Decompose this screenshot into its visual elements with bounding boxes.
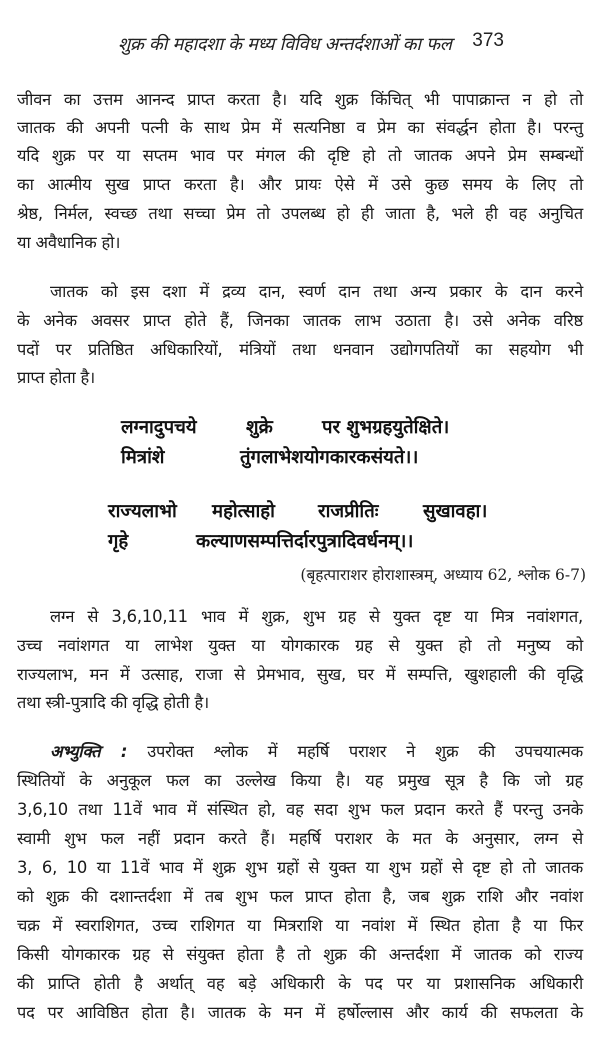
verse-citation: (बृहत्पाराशर होराशास्त्रम्, अध्याय 62, श्लोक 6-7) (300, 566, 586, 584)
text-line: तथा स्त्री-पुत्रादि की वृद्धि होती है। (17, 693, 209, 712)
text-line: राज्यलाभ, मन में उत्साह, राजा से प्रेमभाव, सुख, घर में सम्पत्ति, खुशहाली की वृद्धि (17, 665, 583, 684)
verse-word: महोत्साहो (212, 501, 275, 522)
verse-word: राज्यलाभो (108, 501, 177, 522)
text-line: जातक को इस दशा में द्रव्य दान, स्वर्ण दान तथा अन्य प्रकार के दान करने (50, 282, 583, 301)
text-line: को शुक्र की दशान्तर्दशा में तब शुभ फल प्राप्त होता है, जब शुक्र राशि और नवांश (17, 887, 583, 906)
text-line: जातक की अपनी पत्नी के साथ प्रेम में सत्यनिष्ठा व प्रेम का संवर्द्धन होता है। परन्तु (17, 118, 583, 137)
text-line: या अवैधानिक हो। (17, 233, 121, 252)
verse-word: मित्रांशे (121, 447, 165, 468)
text-line: श्रेष्ठ, निर्मल, स्वच्छ तथा सच्चा प्रेम तो उपलब्ध हो ही जाता है, भले ही वह अनुचित (17, 204, 583, 223)
commentary-label: अभ्युक्ति : (50, 742, 128, 761)
text-line: लग्न से 3,6,10,11 भाव में शुक्र, शुभ ग्रह से युक्त दृष्ट या मित्र नवांशगत, (50, 607, 583, 626)
text-line: की प्राप्ति होती है अर्थात् वह बड़े अधिकारी के पद पर या प्रशासनिक अधिकारी (17, 974, 583, 993)
text-line: स्वामी शुभ फल नहीं प्रदान करते हैं। महर्षि पराशर के मत के अनुसार, लग्न से (17, 829, 583, 848)
verse-word: पर शुभग्रहयुतेक्षिते। (322, 417, 450, 438)
verse-word: तुंगलाभेशयोगकारकसंयते।। (240, 447, 419, 468)
verse-word: शुक्रे (246, 417, 273, 438)
verse-word: कल्याणसम्पत्तिर्दारपुत्रादिवर्धनम्।। (196, 531, 414, 552)
page-number: 373 (472, 30, 504, 51)
text-line: पद पर आविष्ठित होता है। जातक के मन में हर्षोल्लास और कार्य की सफलता के (17, 1003, 583, 1022)
text-line: उच्च नवांशगत या लाभेश युक्त या योगकारक ग्रह से युक्त हो तो मनुष्य को (17, 636, 583, 655)
text-line: का आत्मीय सुख प्राप्त करता है। और प्रायः ऐसे में उसे कुछ समय के लिए तो (17, 175, 583, 194)
text-line: 3,6,10 तथा 11वें भाव में संस्थित हो, वह सदा शुभ फल प्रदान करते हैं परन्तु उनके (17, 800, 583, 819)
page-header (0, 28, 600, 58)
text-line: प्राप्त होता है। (17, 368, 96, 387)
text-line: जीवन का उत्तम आनन्द प्राप्त करता है। यदि शुक्र किंचित् भी पापाक्रान्त न हो तो (17, 90, 583, 109)
text-line (50, 741, 583, 763)
text-line: किसी योगकारक ग्रह से संयुक्त होता है तो शुक्र की अन्तर्दशा में जातक को राज्य (17, 945, 583, 964)
text-line: पदों पर प्रतिष्ठित अधिकारियों, मंत्रियों तथा धनवान उद्योगपतियों का सहयोग भी (17, 340, 583, 359)
text-line: यदि शुक्र पर या सप्तम भाव पर मंगल की दृष्टि हो तो जातक अपने प्रेम सम्बन्धों (17, 146, 583, 165)
running-title: शुक्र की महादशा के मध्य विविध अन्तर्दशाओं का फल (118, 34, 452, 55)
verse-word: सुखावहा। (423, 501, 488, 522)
verse-word: गृहे (108, 531, 129, 552)
text-line: 3, 6, 10 या 11वें भाव में शुक्र शुभ ग्रहों से युक्त या शुभ ग्रहों से दृष्ट हो तो जातक (17, 858, 583, 877)
text-line: के अनेक अवसर प्राप्त होते हैं, जिनका जातक लाभ उठाता है। उसे अनेक वरिष्ठ (17, 311, 583, 330)
verse-word: लग्नादुपचये (121, 417, 197, 438)
verse-word: राजप्रीतिः (318, 501, 379, 522)
commentary-first-line: उपरोक्त श्लोक में महर्षि पराशर ने शुक्र की उपचयात्मक (147, 742, 583, 761)
text-line: स्थितियों के अनुकूल फल का उल्लेख किया है। यह प्रमुख सूत्र है कि जो ग्रह (17, 771, 583, 790)
text-line: चक्र में स्वराशिगत, उच्च राशिगत या मित्रराशि या नवांश में स्थित होता है या फिर (17, 916, 583, 935)
